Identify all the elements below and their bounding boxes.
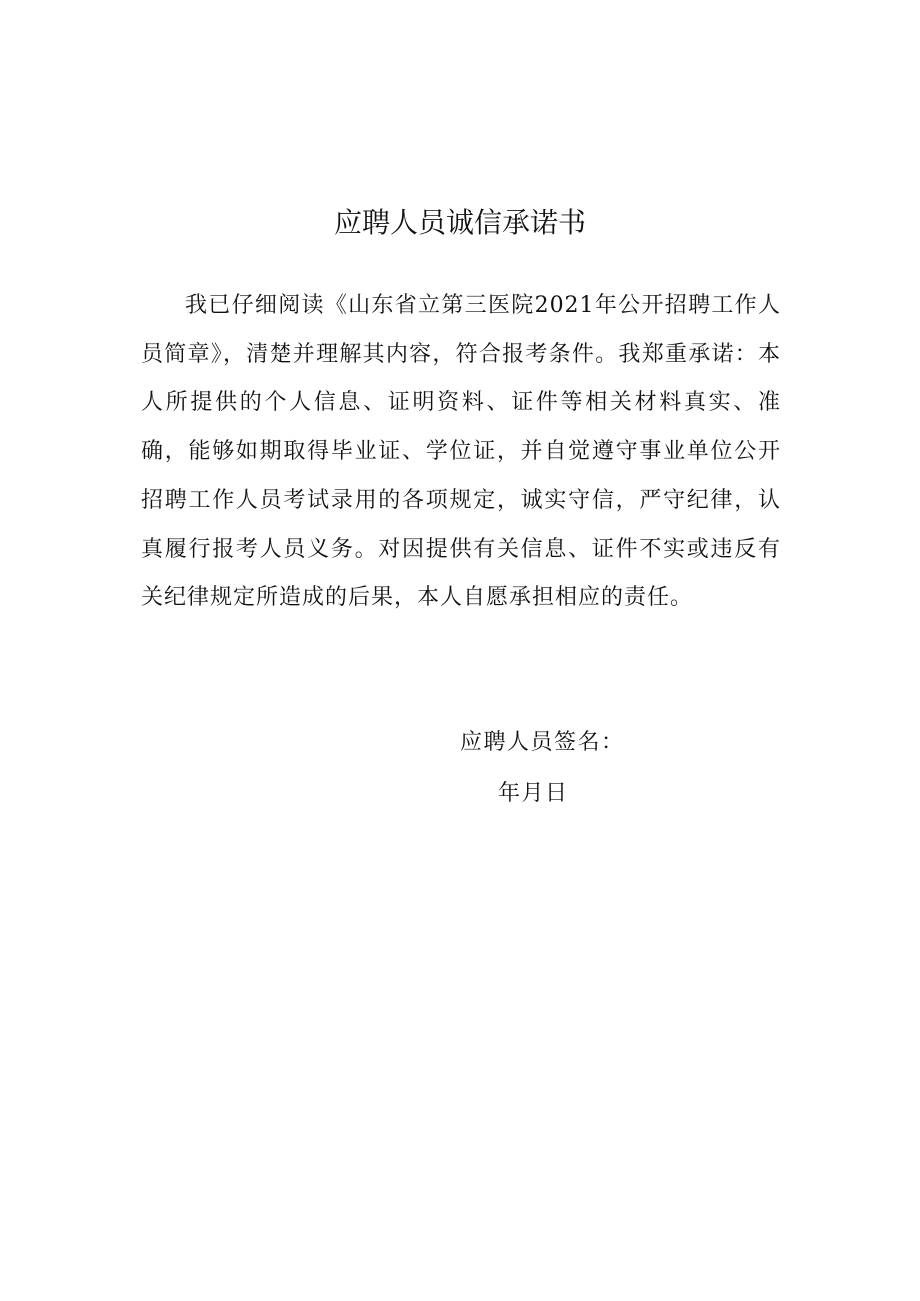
document-title: 应聘人员诚信承诺书 bbox=[333, 206, 586, 239]
signature-label: 应聘人员签名： bbox=[460, 730, 625, 755]
date-label: 年月日 bbox=[498, 781, 569, 806]
pledge-paragraph: 我已仔细阅读《山东省立第三医院2021年公开招聘工作人员简章》，清楚并理解其内容，符合报考条件。我郑重承诺：本人所提供的个人信息、证明资料、证件等相关材料真实、准确，能够如期取得毕业证、学位证，并自觉遵守事业单位公开招聘工作人员考试录用的各项规定，诚实守信，严守纪律，认真履行报考人员义务。对因提供有关信息、证件不实或违反有关纪律规定所造成的后果，本人自愿承担相应的责任。 bbox=[141, 293, 781, 611]
